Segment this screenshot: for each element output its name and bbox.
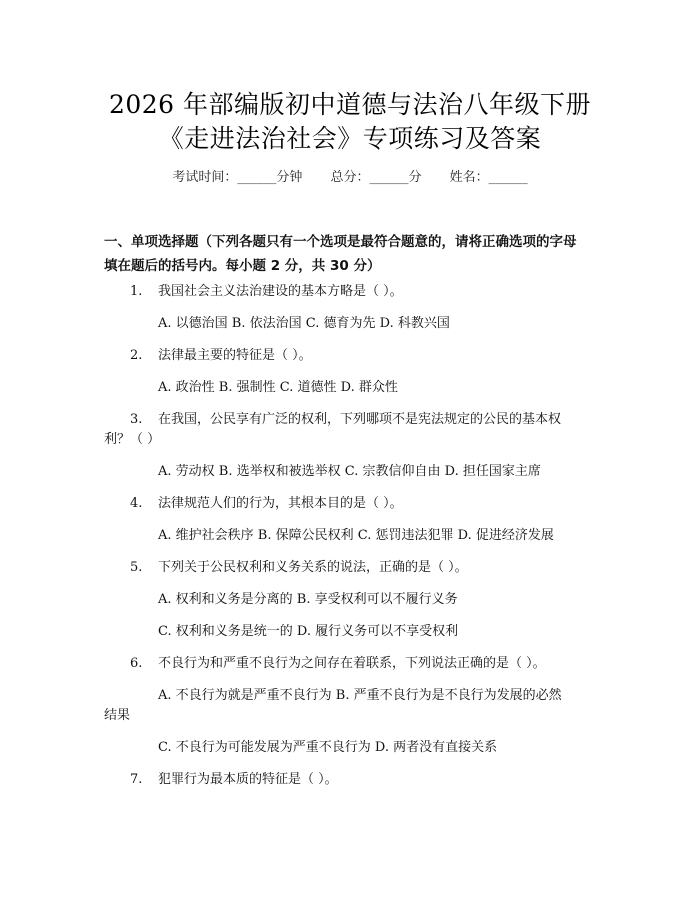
section-heading-line2: 填在题后的括号内。每小题 2 分，共 30 分）: [104, 258, 381, 274]
exam-meta: [0, 168, 700, 188]
question-6: [130, 654, 546, 674]
question-3-continuation: 利？（ ）: [104, 432, 161, 447]
question-number: 3.: [130, 412, 143, 427]
question-1-options: A. 以德治国 B. 依法治国 C. 德育为先 D. 科教兴国: [158, 316, 450, 331]
question-number: 4.: [130, 496, 143, 511]
question-7: [130, 770, 338, 790]
doc-title-line1: 2026 年部编版初中道德与法治八年级下册: [108, 90, 592, 119]
doc-title-line2: 《走进法治社会》专项练习及答案: [158, 124, 542, 153]
question-4-options: A. 维护社会秩序 B. 保障公民权利 C. 惩罚违法犯罪 D. 促进经济发展: [158, 528, 554, 543]
question-text: 下列关于公民权利和义务关系的说法，正确的是（ ）。: [158, 560, 468, 575]
question-3-options: A. 劳动权 B. 选举权和被选举权 C. 宗教信仰自由 D. 担任国家主席: [158, 464, 541, 479]
question-6-options-c-d: C. 不良行为可能发展为严重不良行为 D. 两者没有直接关系: [158, 740, 498, 755]
total-score: 总分：______分: [330, 170, 422, 185]
question-3: [130, 410, 561, 430]
question-number: 7.: [130, 772, 143, 787]
question-number: 6.: [130, 656, 143, 671]
question-text: 法律最主要的特征是（ ）。: [158, 348, 312, 363]
question-text: 法律规范人们的行为，其根本目的是（ ）。: [158, 496, 403, 511]
question-text: 在我国，公民享有广泛的权利，下列哪项不是宪法规定的公民的基本权: [158, 412, 562, 427]
question-2: [130, 346, 312, 366]
section-heading-line1: 一、单项选择题（下列各题只有一个选项是最符合题意的，请将正确选项的字母: [104, 234, 577, 250]
question-4: [130, 494, 403, 514]
question-2-options: A. 政治性 B. 强制性 C. 道德性 D. 群众性: [158, 380, 398, 395]
question-text: 不良行为和严重不良行为之间存在着联系，下列说法正确的是（ ）。: [158, 656, 546, 671]
question-1: [130, 282, 403, 302]
question-text: 犯罪行为最本质的特征是（ ）。: [158, 772, 338, 787]
question-5: [130, 558, 468, 578]
student-name: 姓名：______: [449, 170, 528, 185]
question-text: 我国社会主义法治建设的基本方略是（ ）。: [158, 284, 403, 299]
question-number: 2.: [130, 348, 143, 363]
question-6-options-a-b: A. 不良行为就是严重不良行为 B. 严重不良行为是不良行为发展的必然: [158, 688, 562, 703]
exam-time: 考试时间：______分钟: [172, 170, 303, 185]
question-6-options-continuation: 结果: [104, 708, 131, 723]
question-5-options-c-d: C. 权利和义务是统一的 D. 履行义务可以不享受权利: [158, 624, 459, 639]
question-number: 1.: [130, 284, 143, 299]
question-5-options-a-b: A. 权利和义务是分离的 B. 享受权利可以不履行义务: [158, 592, 458, 607]
question-number: 5.: [130, 560, 143, 575]
